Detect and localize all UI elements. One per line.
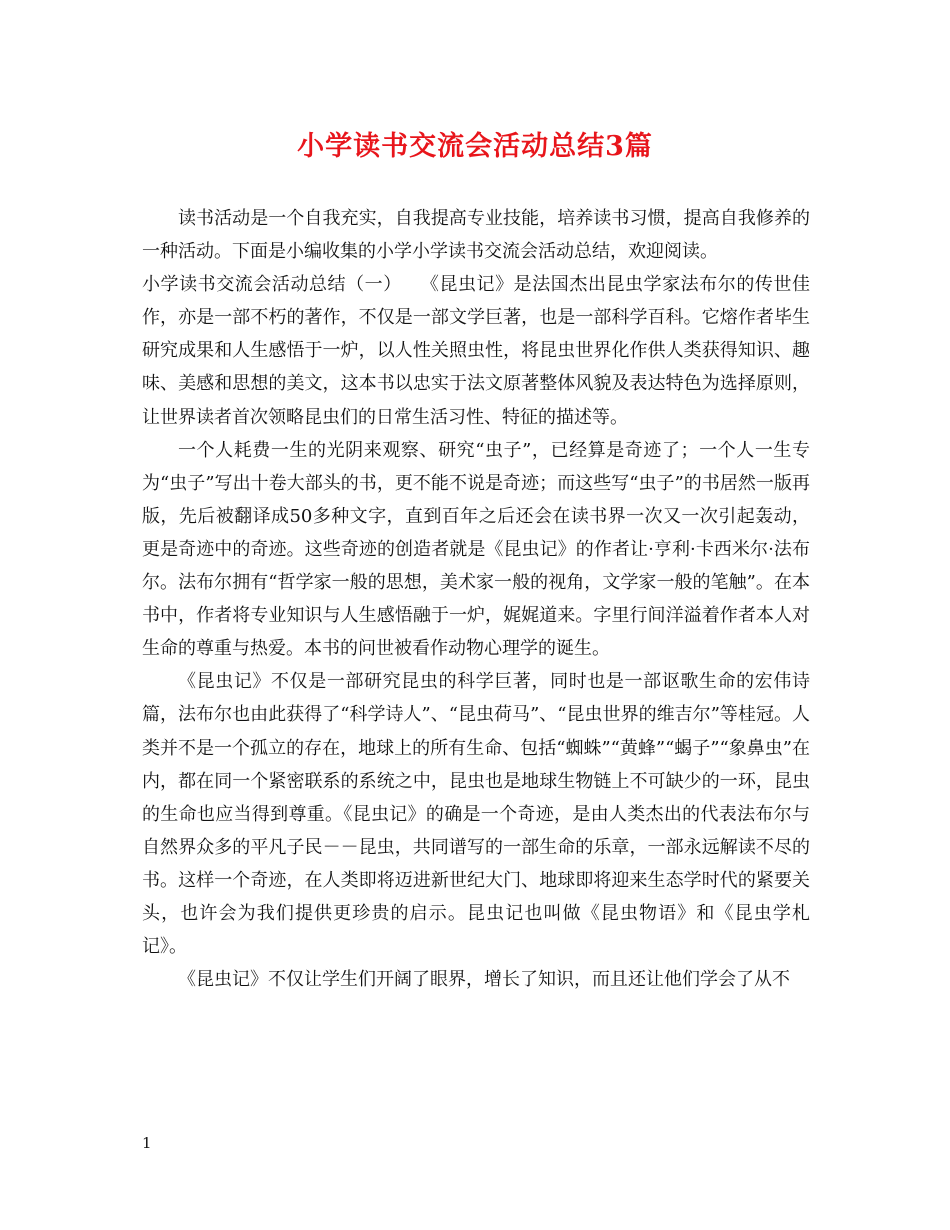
page-number: 1 bbox=[142, 1134, 152, 1152]
document-title: 小学读书交流会活动总结3篇 bbox=[297, 131, 653, 162]
document-body bbox=[142, 202, 810, 996]
paragraph-intro: 读书活动是一个自我充实，自我提高专业技能，培养读书习惯，提高自我修养的一种活动。下面是小编收集的小学小学读书交流会活动总结，欢迎阅读。 bbox=[142, 208, 810, 263]
paragraph-summary-one: 小学读书交流会活动总结（一） 《昆虫记》是法国杰出昆虫学家法布尔的传世佳作，亦是一部不朽的著作，不仅是一部文学巨著，也是一部科学百科。它熔作者毕生研究成果和人生感悟于一炉，以人性关照虫性，将昆虫世界化作供人类获得知识、趣味、美感和思想的美文，这本书以忠实于法文原著整体风貌及表达特色为选择原则，让世界读者首次领略昆虫们的日常生活习性、特征的描述等。 bbox=[142, 274, 810, 428]
paragraph-poem-of-life: 《昆虫记》不仅是一部研究昆虫的科学巨著，同时也是一部讴歌生命的宏伟诗篇，法布尔也由此获得了“科学诗人”、“昆虫荷马”、“昆虫世界的维吉尔”等桂冠。人类并不是一个孤立的存在，地球上的所有生命、包括“蜘蛛”“黄蜂”“蝎子”“象鼻虫”在内，都在同一个紧密联系的系统之中，昆虫也是地球生物链上不可缺少的一环，昆虫的生命也应当得到尊重。《昆虫记》的确是一个奇迹，是由人类杰出的代表法布尔与自然界众多的平凡子民－－昆虫，共同谱写的一部生命的乐章，一部永远解读不尽的书。这样一个奇迹，在人类即将迈进新世纪大门、地球即将迎来生态学时代的紧要关头，也许会为我们提供更珍贵的启示。昆虫记也叫做《昆虫物语》和《昆虫学札记》。 bbox=[142, 671, 810, 958]
paragraph-students: 《昆虫记》不仅让学生们开阔了眼界，增长了知识，而且还让他们学会了从不 bbox=[178, 969, 790, 991]
paragraph-fabre-miracle: 一个人耗费一生的光阴来观察、研究“虫子”，已经算是奇迹了；一个人一生专为“虫子”写出十卷大部头的书，更不能不说是奇迹；而这些写“虫子”的书居然一版再版，先后被翻译成50多种文字，直到百年之后还会在读书界一次又一次引起轰动，更是奇迹中的奇迹。这些奇迹的创造者就是《昆虫记》的作者让·亨利·卡西米尔·法布尔。法布尔拥有“哲学家一般的思想，美术家一般的视角，文学家一般的笔触”。在本书中，作者将专业知识与人生感悟融于一炉，娓娓道来。字里行间洋溢着作者本人对生命的尊重与热爱。本书的问世被看作动物心理学的诞生。 bbox=[142, 439, 810, 660]
